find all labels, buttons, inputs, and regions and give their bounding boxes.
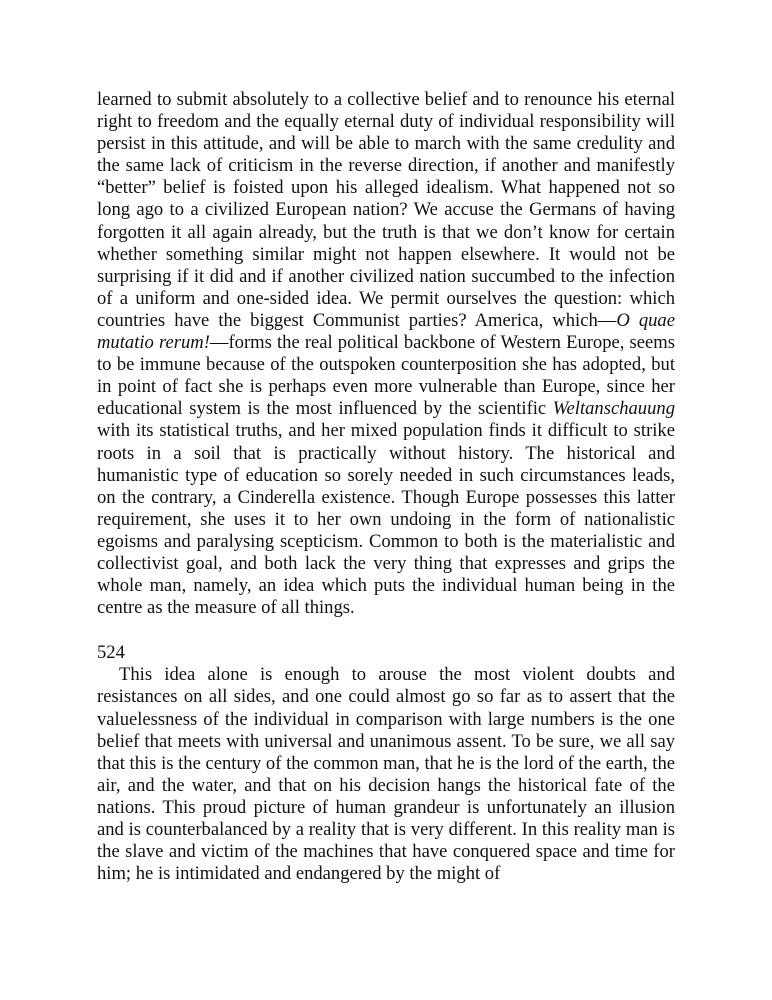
document-page (97, 89, 675, 885)
paragraph-text-part-b: —forms the real political backbone of Western Europe, seems to be immune because of the outspoken counterposition she has adopted, but in point of fact she is perhaps even more vulnerable than Europe, since her educational system is the most influenced by the scientific (97, 332, 675, 420)
paragraph-number: 524 (97, 642, 125, 664)
body-paragraph-continued (97, 89, 675, 619)
paragraph-text-part-c: with its statistical truths, and her mixed population finds it difficult to strike roots in a soil that is practically without history. The historical and humanistic type of education so sorely needed in such circumstances leads, on the contrary, a Cinderella existence. Though Europe possesses this latter requirement, she uses it to her own undoing in the form of nationalistic egoisms and paralysing scepticism. Common to both is the materialistic and collectivist goal, and both lack the very thing that expresses and grips the whole man, namely, an idea which puts the individual human being in the centre as the measure of all things. (97, 420, 675, 619)
latin-phrase: O quae mutatio rerum! (97, 309, 675, 354)
paragraph-text-part-a: learned to submit absolutely to a collective belief and to renounce his eternal right to freedom and the equally eternal duty of individual responsibility will persist in this attitude, and will be able to march with the same credulity and the same lack of criticism in the reverse direction, if another and manifestly “better” belief is foisted upon his alleged idealism. What happened not so long ago to a civilized European nation? We accuse the Germans of having forgotten it all again already, but the truth is that we don’t know for certain whether something similar might not happen elsewhere. It would not be surprising if it did and if another civilized nation succumbed to the infection of a uniform and one-sided idea. We permit ourselves the question: which countries have the biggest Communist parties? America, which— (97, 89, 675, 331)
foreign-term: Weltanschauung (552, 398, 675, 420)
body-paragraph-524: This idea alone is enough to arouse the most violent doubts and resistances on all sides, and one could almost go so far as to assert that the valuelessness of the individual in comparison with large numbers is the one belief that meets with universal and unanimous assent. To be sure, we all say that this is the century of the common man, that he is the lord of the earth, the air, and the water, and that on his decision hangs the historical fate of the nations. This proud picture of human grandeur is unfortunately an illusion and is counterbalanced by a reality that is very different. In this reality man is the slave and victim of the machines that have conquered space and time for him; he is intimidated and endangered by the might of (97, 664, 675, 885)
